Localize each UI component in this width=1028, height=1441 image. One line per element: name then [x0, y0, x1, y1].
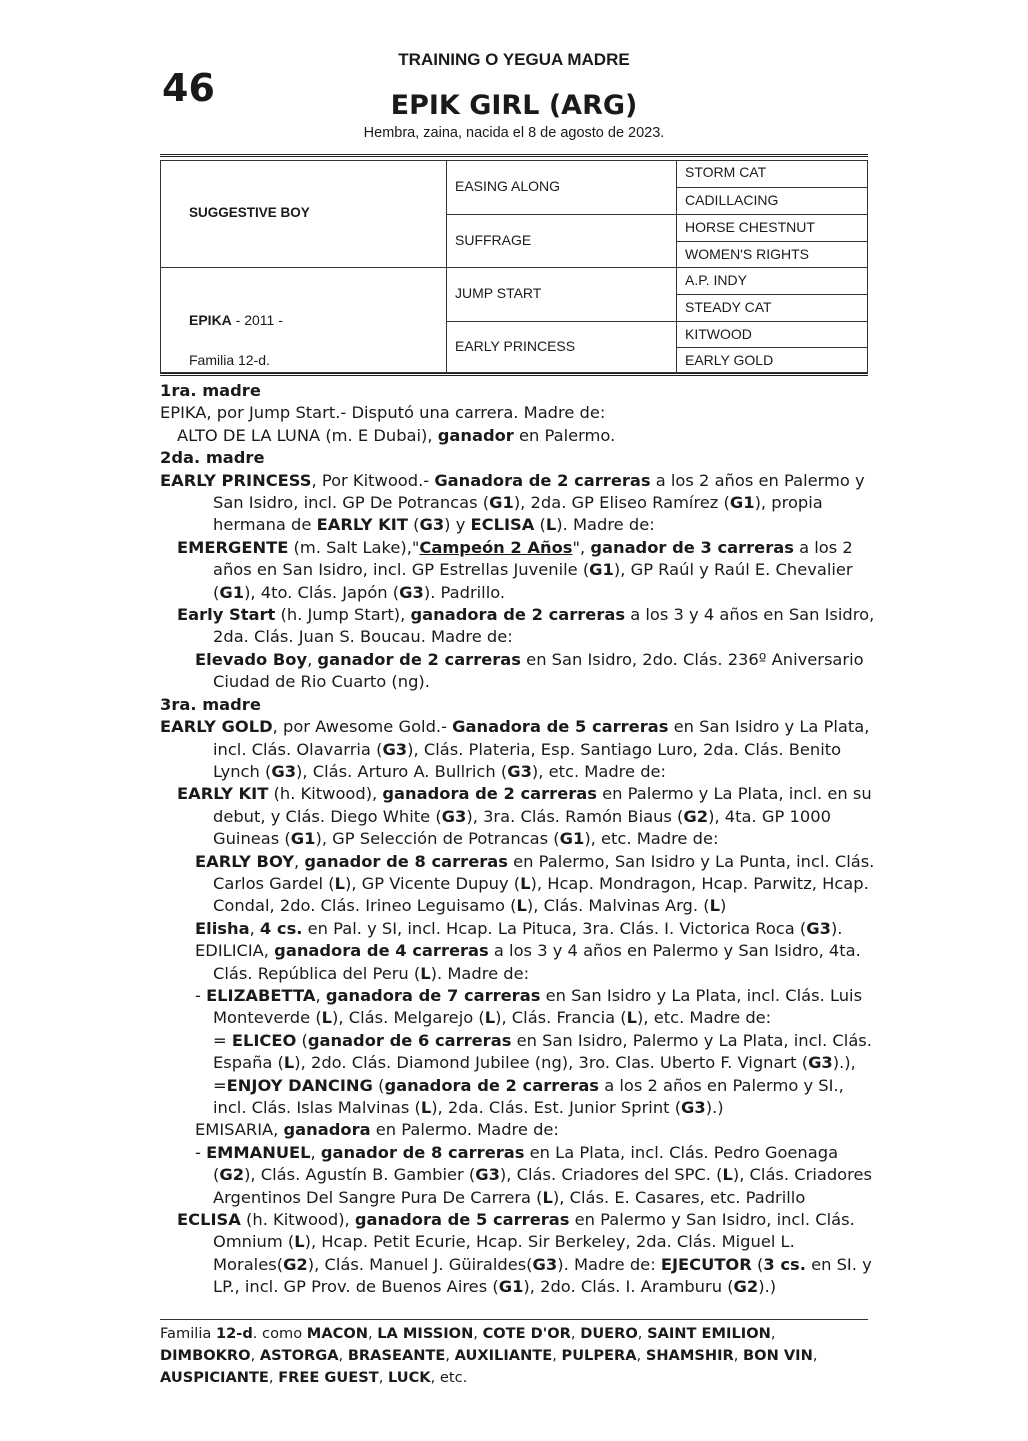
- produce-early-start: Early Start (h. Jump Start), ganadora de 2 carreras a los 3 y 4 años en San Isidro, 2da. Clás. Juan S. Boucau. Madre de:: [177, 605, 875, 647]
- pedigree-g3-name: CADILLACING: [685, 192, 779, 208]
- produce-edilicia: EDILICIA, ganadora de 4 carreras a los 3 y 4 años en Palermo y San Isidro, 4ta. Clás. República del Peru (L). Madre de:: [195, 941, 861, 983]
- produce-elevado-boy: Elevado Boy, ganador de 2 carreras en San Isidro, 2do. Clás. 236º Aniversario Ciudad de Rio Cuarto (ng).: [195, 649, 864, 692]
- pedigree-dam-dam: EARLY PRINCESS: [455, 338, 576, 354]
- pedigree-g3-name: EARLY GOLD: [685, 352, 774, 368]
- pedigree-g3-name: KITWOOD: [685, 326, 752, 342]
- family-footer: Familia 12-d. como MACON, LA MISSION, COTE D'OR, DUERO, SAINT EMILION, DIMBOKRO, ASTORGA, BRASEANTE, AUXILIANTE, PULPERA, SHAMSHIR, BON VIN, AUSPICIANTE, FREE GUEST, LUCK, etc.: [160, 1325, 818, 1386]
- produce-emisaria: EMISARIA, ganadora en Palermo. Madre de:: [195, 1120, 559, 1140]
- pedigree-sire-cell: [160, 160, 447, 268]
- pedigree-g3-name: STORM CAT: [685, 164, 767, 180]
- produce-early-kit: EARLY KIT (h. Kitwood), ganadora de 2 carreras en Palermo y La Plata, incl. en su debut, y Clás. Diego White (G3), 3ra. Clás. Ramón Biaus (G2), 4ta. GP 1000 Guineas (G1), GP Selección de Potrancas (G1), etc. Madre de:: [177, 784, 872, 849]
- pedigree-g3-cell: [676, 241, 868, 268]
- produce-elisha: Elisha, 4 cs. en Pal. y SI, incl. Hcap. La Pituca, 3ra. Clás. I. Victorica Roca (G3).: [195, 918, 843, 938]
- horse-name: EPIK GIRL (ARG): [390, 90, 638, 121]
- pedigree-dam-sire: JUMP START: [455, 285, 542, 301]
- pedigree-dam: EPIKA - 2011 -: [189, 312, 283, 328]
- produce-emmanuel: - EMMANUEL, ganador de 8 carreras en La Plata, incl. Clás. Pedro Goenaga (G2), Clás. Agustín B. Gambier (G3), Clás. Criadores del SPC. (L), Clás. Criadores Argentinos Del Sangre Pura De Carrera (L), Clás. E. Casares, etc. Padrillo: [195, 1142, 872, 1207]
- pedigree-dam-sire-cell: [446, 267, 677, 322]
- section-second-dam: 2da. madre: [160, 448, 265, 468]
- pedigree-g3-cell: [676, 294, 868, 322]
- first-dam-paragraph: EPIKA, por Jump Start.- Disputó una carrera. Madre de:: [160, 403, 606, 423]
- pedigree-sire: SUGGESTIVE BOY: [189, 205, 310, 220]
- pedigree-sire-dam-cell: [446, 214, 677, 268]
- pedigree-g3-cell: [676, 347, 868, 373]
- pedigree-g3-name: STEADY CAT: [685, 299, 772, 315]
- first-dam-produce: ALTO DE LA LUNA (m. E Dubai), ganador en Palermo.: [177, 425, 616, 445]
- pedigree-family: Familia 12-d.: [189, 352, 270, 368]
- pedigree-g3-cell: [676, 321, 868, 348]
- produce-eclisa: ECLISA (h. Kitwood), ganadora de 5 carreras en Palermo y San Isidro, incl. Clás. Omnium (L), Hcap. Petit Ecurie, Hcap. Sir Berkeley, 2da. Clás. Miguel L. Morales(G2), Clás. Manuel J. Güiraldes(G3). Madre de: EJECUTOR (3 cs. en SI. y LP., incl. GP Prov. de Buenos Aires (G1), 2do. Clás. I. Aramburu (G2).): [177, 1210, 872, 1297]
- pedigree-g3-name: A.P. INDY: [685, 272, 747, 288]
- pedigree-g3-name: WOMEN'S RIGHTS: [685, 246, 810, 262]
- second-dam-paragraph: EARLY PRINCESS, Por Kitwood.- Ganadora de 2 carreras a los 2 años en Palermo y San Isidro, incl. GP De Potrancas (G1), 2da. GP Eliseo Ramírez (G1), propia hermana de EARLY KIT (G3) y ECLISA (L). Madre de:: [160, 470, 865, 535]
- pedigree-g3-cell: [676, 267, 868, 295]
- pedigree-dam-cell: [160, 267, 447, 373]
- lot-number: 46: [162, 66, 215, 110]
- pedigree-g3-cell: [676, 160, 868, 188]
- horse-description: Hembra, zaina, nacida el 8 de agosto de 2023.: [363, 125, 665, 141]
- footer-divider: [160, 1319, 868, 1320]
- produce-elizabetta: - ELIZABETTA, ganadora de 7 carreras en San Isidro y La Plata, incl. Clás. Luis Monteverde (L), Clás. Melgarejo (L), Clás. Francia (L), etc. Madre de:: [195, 985, 863, 1028]
- pedigree-g3-name: HORSE CHESTNUT: [685, 219, 815, 235]
- produce-eliceo-enjoy-dancing: = ELICEO (ganador de 6 carreras en San Isidro, Palermo y La Plata, incl. Clás. España (L), 2do. Clás. Diamond Jubilee (ng), 3ro. Clas. Uberto F. Vignart (G3).), =ENJOY DANCING (ganadora de 2 carreras a los 2 años en Palermo y SI., incl. Clás. Islas Malvinas (L), 2da. Clás. Est. Junior Sprint (G3).): [213, 1030, 872, 1117]
- pedigree-g3-cell: [676, 214, 868, 242]
- third-dam-paragraph: EARLY GOLD, por Awesome Gold.- Ganadora de 5 carreras en San Isidro y La Plata, incl. Clás. Olavarria (G3), Clás. Plateria, Esp. Santiago Luro, 2da. Clás. Benito Lynch (G3), Clás. Arturo A. Bullrich (G3), etc. Madre de:: [160, 717, 870, 781]
- pedigree-sire-sire: EASING ALONG: [455, 178, 561, 194]
- pedigree-sire-sire-cell: [446, 160, 677, 215]
- pedigree-table: [160, 154, 868, 376]
- produce-emergente: EMERGENTE (m. Salt Lake),"Campeón 2 Años", ganador de 3 carreras a los 2 años en San Isidro, incl. GP Estrellas Juvenile (G1), GP Raúl y Raúl E. Chevalier (G1), 4to. Clás. Japón (G3). Padrillo.: [177, 537, 853, 602]
- produce-early-boy: EARLY BOY, ganador de 8 carreras en Palermo, San Isidro y La Punta, incl. Clás. Carlos Gardel (L), GP Vicente Dupuy (L), Hcap. Mondragon, Hcap. Parwitz, Hcap. Condal, 2do. Clás. Irineo Leguisamo (L), Clás. Malvinas Arg. (L): [195, 851, 875, 916]
- pedigree-g3-cell: [676, 187, 868, 215]
- section-first-dam: 1ra. madre: [160, 381, 261, 400]
- pedigree-sire-dam: SUFFRAGE: [455, 232, 532, 248]
- pedigree-dam-dam-cell: [446, 321, 677, 373]
- produce-record: [160, 380, 875, 1299]
- section-third-dam: 3ra. madre: [160, 694, 261, 714]
- category-heading: TRAINING O YEGUA MADRE: [398, 50, 630, 69]
